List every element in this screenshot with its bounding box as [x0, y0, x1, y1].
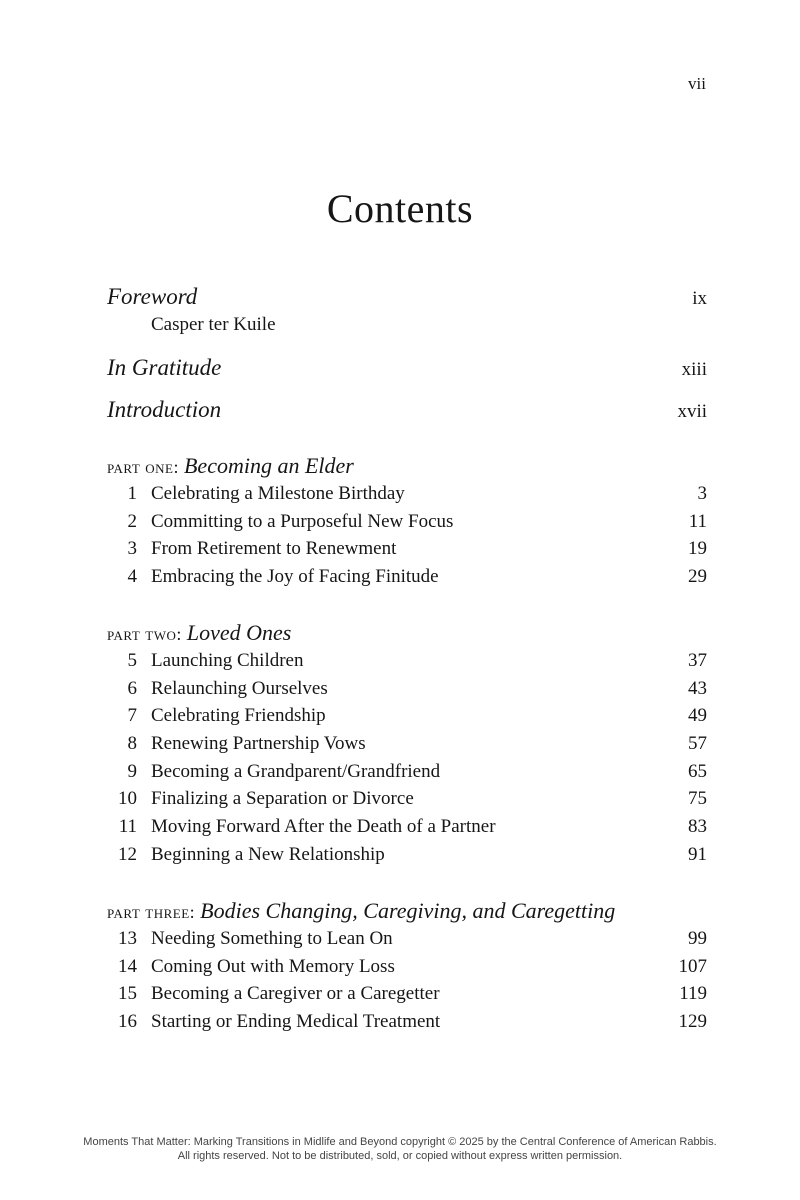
chapter-page: 29: [688, 566, 707, 588]
chapter-page: 49: [688, 705, 707, 727]
chapter-entry[interactable]: [107, 788, 707, 816]
part-heading: [107, 898, 707, 928]
chapter-title: Becoming a Caregiver or a Caregetter: [151, 983, 440, 1005]
chapter-entry[interactable]: [107, 761, 707, 789]
chapter-number: 9: [127, 760, 137, 782]
part-label: part one:: [107, 457, 179, 477]
chapter-title: Starting or Ending Medical Treatment: [151, 1011, 441, 1033]
chapter-number: 4: [127, 566, 137, 588]
chapter-title: Renewing Partnership Vows: [151, 733, 366, 755]
chapter-entry[interactable]: [107, 511, 707, 539]
chapter-page: 11: [688, 510, 707, 532]
part-title: Loved Ones: [186, 620, 292, 645]
chapter-page: 75: [688, 788, 707, 810]
toc-entry-foreword[interactable]: [107, 284, 707, 336]
chapter-number: 3: [127, 538, 137, 560]
chapter-page: 65: [688, 760, 707, 782]
chapter-title: Launching Children: [151, 650, 304, 671]
chapter-number: 16: [118, 1011, 137, 1033]
chapter-number: 12: [118, 843, 137, 865]
chapter-page: 3: [697, 483, 707, 504]
chapter-entry[interactable]: [107, 928, 707, 956]
entry-title: In Gratitude: [107, 355, 222, 380]
entry-title: Introduction: [107, 397, 222, 422]
part-two: [107, 620, 707, 872]
chapter-number: 10: [118, 788, 137, 810]
part-title: Becoming an Elder: [183, 453, 354, 478]
chapter-title: Finalizing a Separation or Divorce: [151, 788, 414, 810]
chapter-entry[interactable]: [107, 816, 707, 844]
chapter-entry[interactable]: [107, 705, 707, 733]
chapter-number: 7: [127, 705, 137, 727]
chapter-entry[interactable]: [107, 844, 707, 872]
chapter-page: 107: [678, 955, 707, 977]
chapter-title: From Retirement to Renewment: [151, 538, 397, 560]
part-heading: [107, 620, 707, 650]
chapter-number: 11: [118, 816, 137, 838]
chapter-page: 57: [688, 733, 707, 755]
chapter-page: 129: [678, 1011, 707, 1033]
chapter-entry[interactable]: [107, 483, 707, 511]
chapter-page: 83: [688, 816, 707, 838]
part-three: [107, 898, 707, 1039]
part-title: Bodies Changing, Caregiving, and Caregetting: [200, 898, 616, 923]
page-title: Contents: [326, 185, 474, 231]
chapter-entry[interactable]: [107, 538, 707, 566]
part-heading: [107, 453, 707, 483]
chapter-entry[interactable]: [107, 678, 707, 706]
chapter-title: Relaunching Ourselves: [151, 677, 328, 699]
chapter-title: Becoming a Grandparent/Grandfriend: [151, 760, 441, 782]
entry-page: xiii: [681, 359, 707, 380]
chapter-number: 15: [118, 983, 137, 1005]
entry-page: xvii: [677, 401, 707, 422]
chapter-entry[interactable]: [107, 566, 707, 594]
chapter-number: 8: [127, 733, 137, 755]
chapter-entry[interactable]: [107, 650, 707, 678]
entry-title: Foreword: [107, 284, 198, 309]
chapter-entry[interactable]: [107, 1011, 707, 1039]
chapter-title: Coming Out with Memory Loss: [151, 955, 395, 977]
chapter-page: 119: [679, 983, 707, 1005]
chapter-number: 5: [127, 650, 137, 671]
chapter-page: 43: [688, 677, 707, 699]
chapter-entry[interactable]: [107, 733, 707, 761]
chapter-title: Celebrating Friendship: [151, 705, 326, 727]
entry-page: ix: [692, 288, 707, 309]
chapter-title: Beginning a New Relationship: [151, 843, 385, 865]
chapter-entry[interactable]: [107, 956, 707, 984]
chapter-title: Needing Something to Lean On: [151, 928, 393, 949]
chapter-entry[interactable]: [107, 983, 707, 1011]
chapter-number: 14: [118, 955, 137, 977]
toc-entry-introduction[interactable]: [107, 397, 707, 423]
chapter-number: 2: [127, 510, 137, 532]
chapter-number: 13: [118, 928, 137, 949]
rights-line: All rights reserved. Not to be distributed, sold, or copied without express written permission.: [177, 1150, 623, 1162]
entry-author: Casper ter Kuile: [151, 314, 276, 335]
part-label: part three:: [107, 902, 196, 922]
chapter-title: Celebrating a Milestone Birthday: [151, 483, 405, 504]
chapter-page: 19: [688, 538, 707, 560]
part-label: part two:: [107, 624, 182, 644]
part-one: [107, 453, 707, 594]
chapter-number: 1: [127, 483, 137, 504]
chapter-page: 91: [688, 843, 707, 865]
chapter-title: Committing to a Purposeful New Focus: [151, 510, 454, 532]
chapter-title: Embracing the Joy of Facing Finitude: [151, 566, 439, 588]
page-number: vii: [688, 74, 706, 93]
chapter-number: 6: [127, 677, 137, 699]
chapter-title: Moving Forward After the Death of a Partner: [151, 816, 496, 838]
toc-entry-in-gratitude[interactable]: [107, 355, 707, 381]
chapter-page: 99: [688, 928, 707, 949]
copyright-line: Moments That Matter: Marking Transitions in Midlife and Beyond copyright © 2025 by the Central Conference of American Rabbis.: [83, 1136, 717, 1148]
copyright-footer: [0, 1135, 800, 1163]
chapter-page: 37: [688, 650, 707, 671]
